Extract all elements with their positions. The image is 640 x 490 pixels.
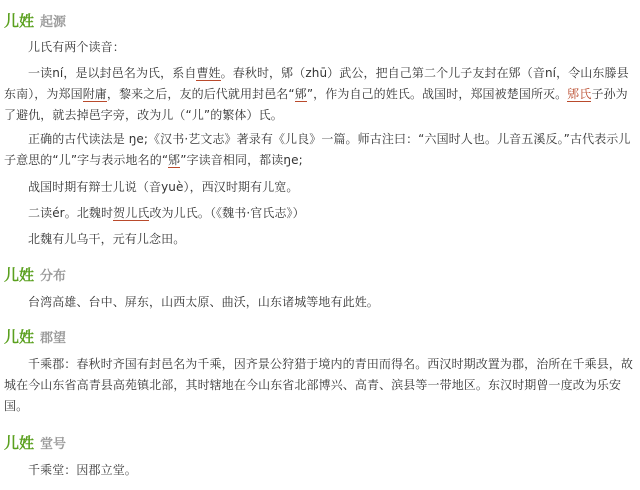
link-ni-place-2[interactable]: 郳: [168, 153, 181, 167]
link-ni-clan[interactable]: 郳氏: [567, 87, 592, 101]
text-run: 二读ér。北魏时: [28, 206, 114, 220]
text-run: ”，作为自己的姓氏。战国时，郑国被楚国所灭。: [306, 87, 568, 101]
text-run: 一读ní，是以封邑名为氏，系自: [28, 66, 197, 80]
origin-paragraph-1: 儿氏有两个读音：: [28, 40, 125, 54]
surname-title: 儿姓: [4, 328, 35, 346]
text-run: 正确的古代读法是 ŋe;《汉书·艺文志》著录有《儿良》一篇。师古注曰：“六国时人也。儿音五溪反。”古代表示儿子意思的“儿”字与表示地名的“: [4, 132, 631, 167]
origin-paragraph-2: [4, 63, 634, 126]
text-run: 改为儿氏。（《魏书·官氏志》）: [149, 206, 305, 220]
link-fuyong[interactable]: 附庸: [82, 87, 107, 101]
text-run: ，黎来之后，友的后代就用封邑名“: [106, 87, 295, 101]
distribution-paragraph: 台湾高雄、台中、屏东，山西太原、曲沃，山东诸城等地有此姓。: [28, 295, 379, 309]
section-heading-hall: [4, 432, 66, 453]
surname-title: 儿姓: [4, 434, 35, 452]
origin-paragraph-4: 战国时期有辩士儿说（音yuè），西汉时期有儿宽。: [28, 180, 299, 194]
section-subtitle: 分布: [40, 269, 67, 284]
section-subtitle: 郡望: [40, 331, 67, 346]
origin-paragraph-6: 北魏有儿乌干，元有儿念田。: [28, 232, 186, 246]
section-subtitle: 起源: [40, 15, 67, 30]
commandery-paragraph: 千乘郡：春秋时齐国有封邑名为千乘，因齐景公狩猎于境内的青田而得名。西汉时期改置为郡，治所在千乘县，故城在今山东省高青县高苑镇北部，其时辖地在今山东省北部博兴、高青、滨县等一带地区。东汉时期曾一度改为乐安国。: [4, 357, 634, 413]
text-run: 子孙为了避仇，就去掉邑字旁，改为儿（“儿”的繁体）氏。: [4, 87, 628, 122]
section-subtitle: 堂号: [40, 437, 67, 452]
link-he-er-clan[interactable]: 贺儿氏: [113, 206, 150, 220]
link-ni-place[interactable]: 郳: [294, 87, 307, 101]
link-cao-surname[interactable]: 曹姓: [196, 66, 221, 80]
section-heading-origin: [4, 10, 66, 31]
origin-paragraph-5: [4, 203, 634, 224]
section-heading-distribution: [4, 264, 66, 285]
text-run: 。春秋时，郳（zhū）武公，把自己第二个儿子友封在郳（音ní，令山东滕县东南），为郑国: [4, 66, 629, 101]
hall-paragraph: 千乘堂：因郡立堂。: [28, 463, 137, 477]
section-heading-commandery: [4, 326, 66, 347]
surname-title: 儿姓: [4, 12, 35, 30]
surname-title: 儿姓: [4, 266, 35, 284]
text-run: ”字读音相同，都读ŋe;: [180, 153, 303, 167]
origin-paragraph-3: [4, 129, 634, 171]
